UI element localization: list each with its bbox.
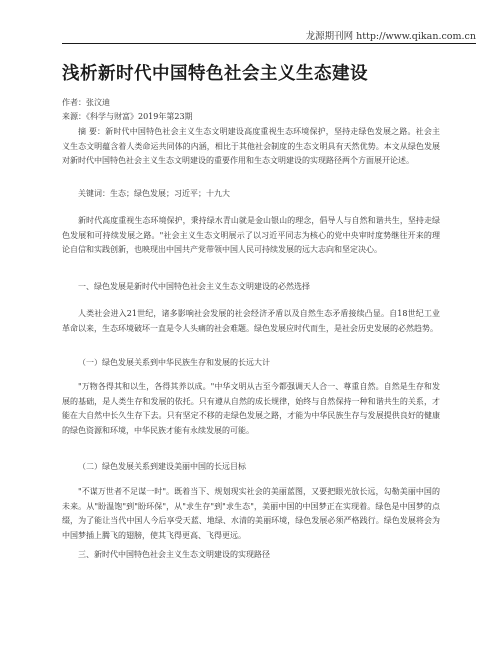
subsection-1-heading: （一）绿色发展关系到中华民族生存和发展的长远大计 [78,358,270,367]
subsection-1-paragraph: "万物各得其和以生，各得其养以成。"中华文明从古至今都强调天人合一、尊重自然。自然是生存和发展的基础，是人类生存和发展的依托。只有遵从自然的成长规律，始终与自然保持一种和谐共生的关系，才能在大自然中长久生存下去。只有坚定不移的走绿色发展之路，才能为中华民族生存与发展提供良好的健康的绿色资源和环境，中华民族才能有永续发展的可能。 [62,382,440,435]
abstract-paragraph: 摘 要：新时代中国特色社会主义生态文明建设高度重视生态环境保护，坚持走绿色发展之路。社会主义生态文明蕴含着人类命运共同体的内涵，相比于其他社会制度的生态文明具有天然优势。本文从绿色发展对新时代中国特色社会主义生态文明建设的重要作用和生态文明建设的实现路径两个方面展开论述。 [62,127,440,165]
intro-paragraph: 新时代高度重视生态环境保护，秉持绿水青山就是金山银山的理念，倡导人与自然和谐共生，坚持走绿色发展和可持续发展之路。"社会主义生态文明展示了以习近平同志为核心的党中央审时度势继往开来的理论自信和实践创新，也映现出中国共产党带领中国人民可持续发展的远大志向和坚定决心。 [62,216,440,254]
section-3-heading: 三、新时代中国特色社会主义生态文明建设的实现路径 [78,550,270,559]
article-title: 浅析新时代中国特色社会主义生态建设 [62,64,368,84]
keywords-line: 关键词：生态；绿色发展；习近平；十九大 [78,189,230,198]
section-1-heading: 一、绿色发展是新时代中国特色社会主义生态文明建设的必然选择 [78,282,310,291]
subsection-2-paragraph: "不谋万世者不足谋一时"。既着当下、规划现实社会的美丽蓝图，又要把眼光放长远，勾勒美丽中国的未来。从"盼温饱"到"盼环保"，从"求生存"到"求生态"，美丽中国的中国梦正在实现着。绿色是中国梦的点缀，为了能让当代中国人今后享受天蓝、地绿、水清的美丽环境，绿色发展必须严格践行。绿色发展将会为中国梦插上腾飞的翅膀，使其飞得更高、飞得更远。 [62,487,440,540]
header-divider [62,43,476,44]
article-source: 来源：《科学与财富》2019年第23期 [62,112,193,121]
journal-source-header: 龙源期刊网 http://www.qikan.com.cn [305,31,476,42]
subsection-2-heading: （二）绿色发展关系到建设美丽中国的长远目标 [78,462,246,471]
section-1-paragraph: 人类社会进入21世纪，诸多影响社会发展的社会经济矛盾以及自然生态矛盾接续凸显。自18世纪工业革命以来，生态环境破坏一直是令人头痛的社会难题。绿色发展应时代而生，是社会历史发展的必然趋势。 [62,309,440,333]
article-author: 作者：张汶迪 [62,98,110,107]
